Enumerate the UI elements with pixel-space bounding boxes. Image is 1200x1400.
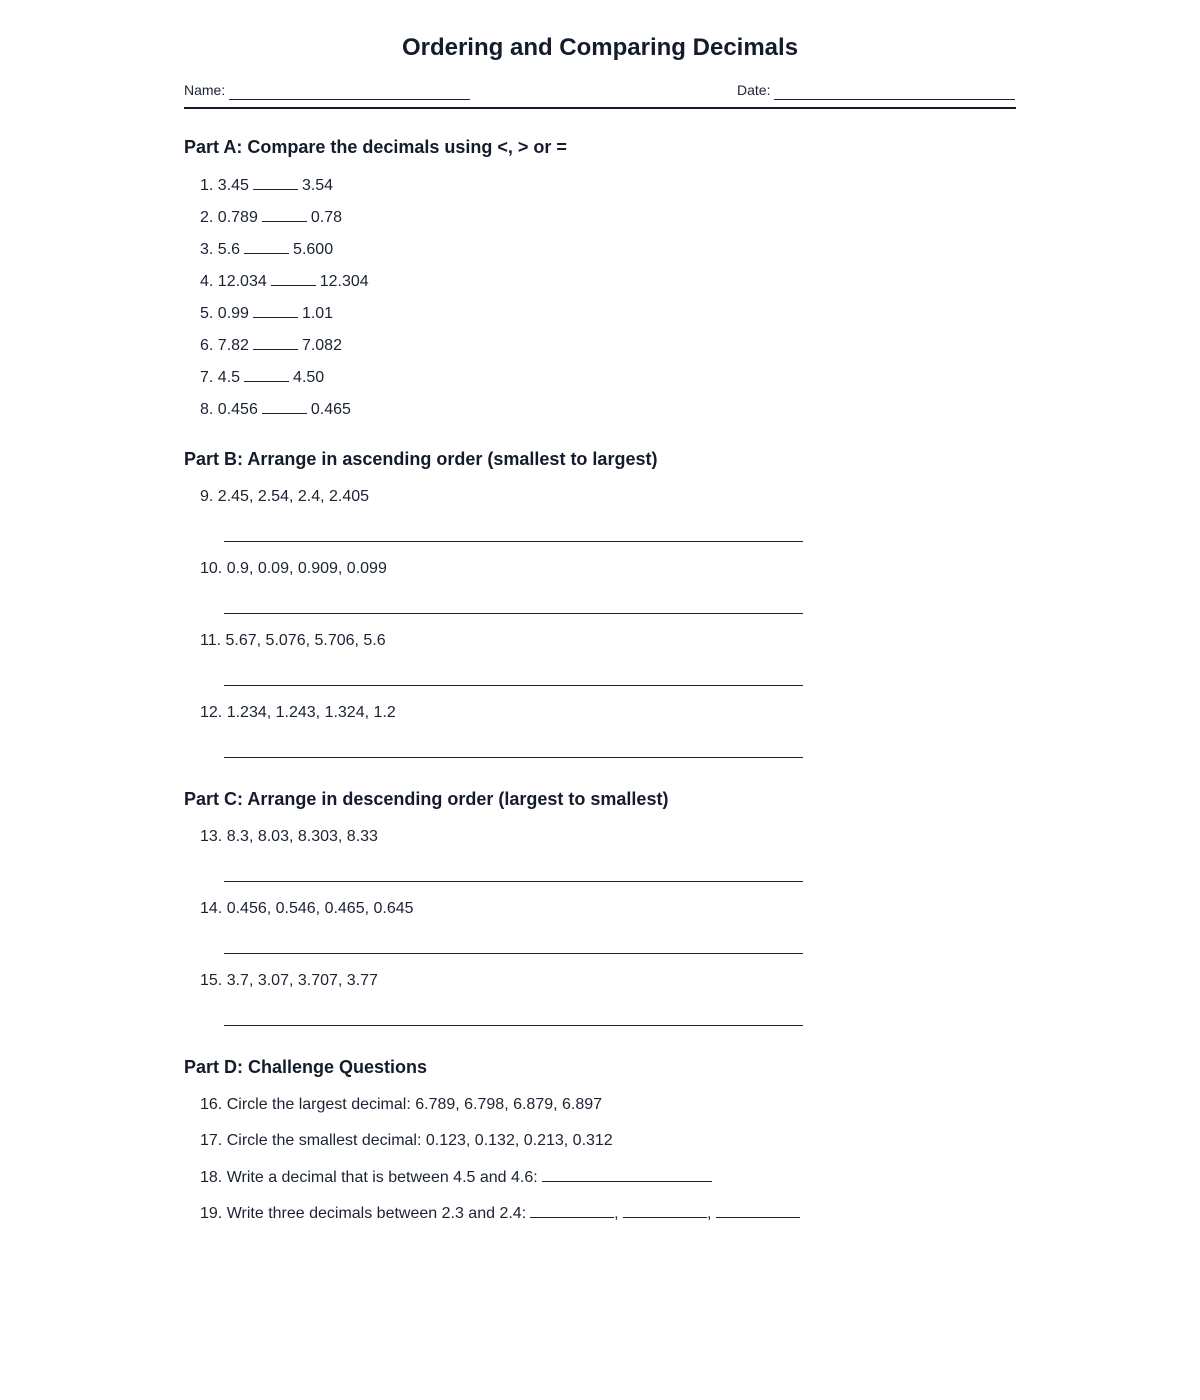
ascending-question [200,630,386,652]
answer-blank[interactable] [244,366,289,382]
question-number: 18. [200,1169,223,1186]
question-number: 16. [200,1096,223,1113]
question-number: 17. [200,1132,223,1149]
question-values: 5.67, 5.076, 5.706, 5.6 [225,632,386,649]
compare-question [200,270,369,293]
question-number: 14. [200,900,223,917]
challenge-question [200,1094,602,1116]
answer-blank[interactable] [253,174,298,190]
compare-question [200,334,342,357]
answer-line[interactable] [224,881,803,882]
compare-question [200,302,333,325]
name-label: Name: [184,82,226,98]
question-text: Circle the smallest decimal: 0.123, 0.132, 0.213, 0.312 [226,1132,613,1149]
right-value: 0.78 [310,209,342,226]
answer-blank[interactable] [262,398,307,414]
answer-blank[interactable] [271,270,316,286]
question-number: 5. [200,305,214,322]
left-value: 0.456 [217,401,258,418]
right-value: 7.082 [301,337,342,354]
answer-blank[interactable] [253,302,298,318]
answer-line[interactable] [224,953,803,954]
right-value: 3.54 [301,177,334,194]
separator: , [614,1205,619,1222]
question-values: 3.7, 3.07, 3.707, 3.77 [226,972,378,989]
right-value: 4.50 [293,369,325,386]
question-number: 1. [200,177,214,194]
question-number: 13. [200,828,223,845]
answer-line[interactable] [224,613,803,614]
question-text: Write three decimals between 2.3 and 2.4: [226,1205,527,1222]
right-value: 0.465 [310,401,351,418]
answer-line[interactable] [224,685,803,686]
answer-blank[interactable] [262,206,307,222]
question-number: 12. [200,704,223,721]
compare-question [200,366,324,389]
date-label: Date: [737,82,771,98]
part-b-title: Part B: Arrange in ascending order (smallest to largest) [184,449,658,469]
answer-blank[interactable] [623,1202,707,1218]
part-c-title: Part C: Arrange in descending order (largest to smallest) [184,789,669,809]
question-values: 8.3, 8.03, 8.303, 8.33 [226,828,378,845]
descending-question [200,970,378,992]
left-value: 0.789 [217,209,258,226]
challenge-question [200,1202,800,1225]
question-values: 0.456, 0.546, 0.465, 0.645 [226,900,414,917]
question-number: 7. [200,369,214,386]
part-d-title: Part D: Challenge Questions [184,1057,428,1077]
date-field [737,80,1015,100]
compare-question [200,238,333,261]
left-value: 4.5 [217,369,241,386]
compare-question [200,174,333,197]
answer-blank[interactable] [244,238,289,254]
name-input-line[interactable] [229,84,470,100]
answer-blank[interactable] [542,1166,712,1182]
question-text: Write a decimal that is between 4.5 and 4.6: [226,1169,538,1186]
descending-question [200,898,414,920]
header-divider [184,107,1016,109]
question-values: 0.9, 0.09, 0.909, 0.099 [226,560,387,577]
header-row [184,80,1016,100]
question-number: 6. [200,337,214,354]
question-number: 10. [200,560,223,577]
descending-question [200,826,378,848]
answer-blank[interactable] [716,1202,800,1218]
compare-question [200,398,351,421]
name-field [184,80,470,100]
left-value: 5.6 [217,241,241,258]
question-number: 4. [200,273,214,290]
question-number: 11. [200,632,222,649]
question-text: Circle the largest decimal: 6.789, 6.798, 6.879, 6.897 [226,1096,603,1113]
compare-question [200,206,342,229]
left-value: 3.45 [217,177,249,194]
question-number: 2. [200,209,214,226]
date-input-line[interactable] [774,84,1015,100]
question-number: 15. [200,972,223,989]
answer-line[interactable] [224,1025,803,1026]
challenge-question [200,1130,613,1152]
answer-blank[interactable] [253,334,298,350]
question-number: 8. [200,401,214,418]
right-value: 5.600 [293,241,334,258]
question-values: 1.234, 1.243, 1.324, 1.2 [226,704,396,721]
left-value: 7.82 [217,337,249,354]
ascending-question [200,558,387,580]
question-number: 3. [200,241,214,258]
question-number: 9. [200,488,214,505]
part-a-title: Part A: Compare the decimals using <, > or = [184,137,567,157]
question-values: 2.45, 2.54, 2.4, 2.405 [217,488,370,505]
right-value: 1.01 [301,305,334,322]
ascending-question [200,486,369,508]
answer-line[interactable] [224,757,803,758]
ascending-question [200,702,396,724]
left-value: 12.034 [217,273,267,290]
answer-line[interactable] [224,541,803,542]
right-value: 12.304 [319,273,369,290]
separator: , [707,1205,712,1222]
left-value: 0.99 [217,305,249,322]
worksheet-title: Ordering and Comparing Decimals [401,34,799,61]
answer-blank[interactable] [530,1202,614,1218]
question-number: 19. [200,1205,223,1222]
challenge-question [200,1166,712,1189]
